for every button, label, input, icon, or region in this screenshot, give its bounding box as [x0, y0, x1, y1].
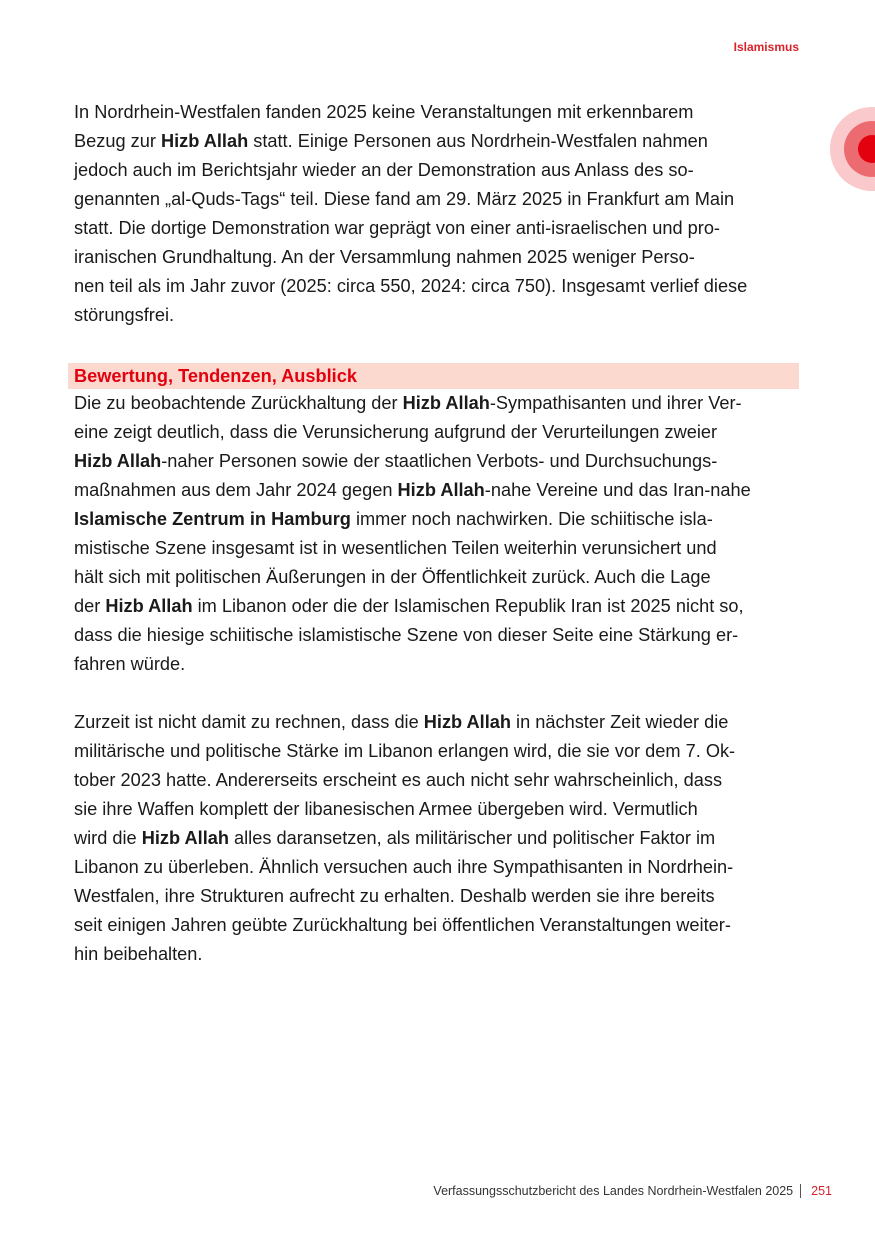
- paragraph-spacer: [74, 679, 804, 708]
- bold-term: Hizb Allah: [397, 480, 485, 500]
- footer-separator: [800, 1184, 801, 1198]
- text-run: immer noch nachwirken. Die schiitische isla- mistische Szene insgesamt ist in wesentlichen Teilen weiterhin verunsichert und hält sich mit politischen Äußerungen in der Öffentlichkeit zurück. Auch die Lage der: [74, 509, 717, 616]
- text-run: Zurzeit ist nicht damit zu rechnen, dass die: [74, 712, 424, 732]
- text-run: -naher Personen sowie der staatlichen Verbots- und Durchsuchungs- maßnahmen aus dem Jahr 2024 gegen: [74, 451, 718, 500]
- bold-term: Hizb Allah: [74, 451, 162, 471]
- text-run: -nahe Vereine und das Iran-nahe: [484, 480, 751, 500]
- section-heading: Bewertung, Tendenzen, Ausblick: [68, 363, 799, 389]
- page-number: 251: [811, 1184, 832, 1198]
- text-run: statt. Einige Personen aus Nordrhein-Westfalen nahmen jedoch auch im Berichtsjahr wieder an der Demonstration aus Anlass des so- genannten „al-Quds-Tags“ teil. Diese fand am 29. März 2025 in Frankfurt am Main statt. Die dortige Demonstration war geprägt von einer anti-israelischen und pro- iranischen Grundhaltung. An der Versammlung nahmen 2025 weniger Perso- nen teil als im Jahr zuvor (2025: circa 550, 2024: circa 750). Insgesamt verlief diese störungsfrei.: [74, 131, 748, 325]
- running-head-title: Islamismus: [733, 40, 799, 54]
- page-content: [74, 98, 804, 969]
- bold-term: Hizb Allah: [141, 828, 229, 848]
- text-run: in nächster Zeit wieder die militärische und politische Stärke im Libanon erlangen wird, die sie vor dem 7. Ok- tober 2023 hatte. Andererseits erscheint es auch nicht sehr wahrscheinlich, dass sie ihre Waffen komplett der libanesischen Armee übergeben wird. Vermutlich wird die: [74, 712, 736, 848]
- bold-term: Hizb Allah: [160, 131, 249, 151]
- chapter-marker-icon: [830, 107, 875, 191]
- bold-term: Islamische Zentrum in Hamburg: [74, 509, 351, 529]
- intro-paragraph: [74, 98, 804, 330]
- text-run: alles daransetzen, als militärischer und politischer Faktor im Libanon zu überleben. Ähnlich versuchen auch ihre Sympathisanten in Nordrhein- Westfalen, ihre Strukturen aufrecht zu erhalten. Deshalb werden sie ihre bereits seit einigen Jahren geübte Zurückhaltung bei öffentlichen Veranstaltungen weiter- hin beibehalten.: [74, 828, 734, 964]
- footer-publication-title: Verfassungsschutzbericht des Landes Nordrhein-Westfalen 2025: [433, 1184, 794, 1198]
- text-run: im Libanon oder die der Islamischen Republik Iran ist 2025 nicht so, dass die hiesige schiitische islamistische Szene von dieser Seite eine Stärkung er- fahren würde.: [74, 596, 744, 674]
- assessment-paragraph: [74, 389, 804, 679]
- outlook-paragraph: [74, 708, 804, 969]
- bold-term: Hizb Allah: [423, 712, 511, 732]
- text-run: Die zu beobachtende Zurückhaltung der: [74, 393, 403, 413]
- text-run: In Nordrhein-Westfalen fanden 2025 keine Veranstaltungen mit erkennbarem Bezug zur: [74, 102, 694, 151]
- bold-term: Hizb Allah: [402, 393, 490, 413]
- bold-term: Hizb Allah: [105, 596, 193, 616]
- page-footer: [433, 1184, 832, 1198]
- text-run: -Sympathisanten und ihrer Ver- eine zeigt deutlich, dass die Verunsicherung aufgrund der Verurteilungen zweier: [74, 393, 742, 442]
